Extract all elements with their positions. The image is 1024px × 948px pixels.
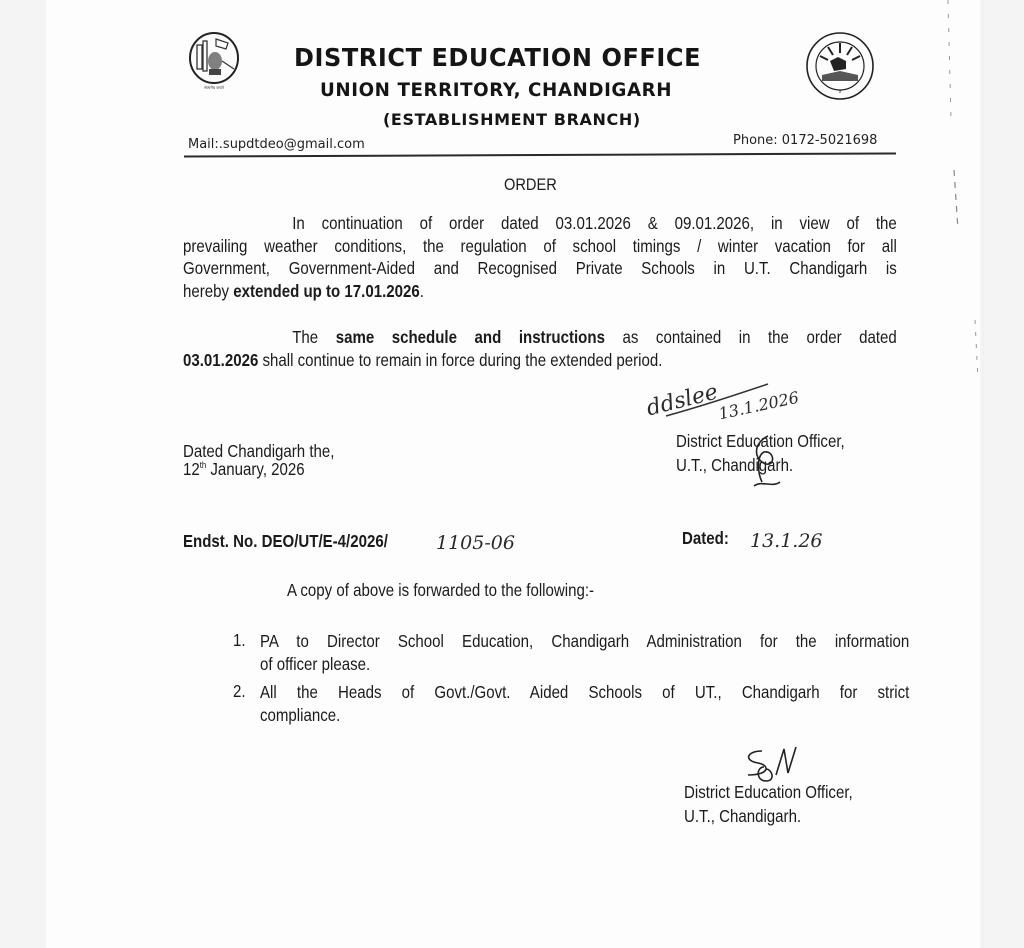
handwritten-initials-1: ddslee <box>644 379 721 422</box>
bold-phrase: same schedule and instructions <box>335 327 605 347</box>
signatory-designation-1: District Education Officer, <box>676 431 845 451</box>
order-paragraph-1 <box>183 212 897 302</box>
header-divider <box>184 152 896 157</box>
handwritten-endorsement-number: 1105-06 <box>436 532 515 554</box>
endorsement-number: Endst. No. DEO/UT/E-4/2026/ <box>183 531 388 551</box>
text-span: th <box>199 460 207 471</box>
reference-date: 03.01.2026 <box>183 349 259 370</box>
dated-date <box>183 459 305 480</box>
forwarding-intro: A copy of above is forwarded to the following:- <box>287 580 595 600</box>
list-item <box>260 681 909 726</box>
paragraph-line <box>183 280 897 303</box>
paragraph-line: In continuation of order dated 03.01.2026 & 09.01.2026, in view of the <box>292 213 897 233</box>
endorsement-dated-label: Dated: <box>682 528 729 548</box>
paragraph-line <box>183 326 897 349</box>
signatory-designation-2: District Education Officer, <box>684 782 853 802</box>
list-item-number: 2. <box>233 681 246 701</box>
order-heading: ORDER <box>504 175 557 194</box>
handwritten-date-1: 13.1.2026 <box>716 387 801 424</box>
list-item-line: compliance. <box>260 704 341 725</box>
office-branch: (ESTABLISHMENT BRANCH) <box>383 110 641 129</box>
paragraph-line: Government, Government-Aided and Recognised Private Schools in U.T. Chandigarh is <box>183 258 897 278</box>
list-item-line: All the Heads of Govt./Govt. Aided Schools of UT., Chandigarh for strict <box>260 682 910 702</box>
text-span: hereby <box>183 280 234 301</box>
text-span: as contained in the order dated <box>604 327 897 347</box>
list-item-number: 1. <box>233 630 246 650</box>
extension-date: extended up to 17.01.2026 <box>233 280 420 301</box>
paragraph-line: prevailing weather conditions, the regulation of school timings / winter vacation for all <box>183 235 897 256</box>
signatory-location-2: U.T., Chandigarh. <box>684 806 802 826</box>
svg-text:ज्ञ: ज्ञ <box>838 89 842 94</box>
svg-text:सत्यमेव जयते: सत्यमेव जयते <box>204 85 224 90</box>
text-span: shall continue to remain in force during the extended period. <box>258 349 663 370</box>
list-item-line: of officer please. <box>260 653 371 674</box>
document-page <box>46 0 980 948</box>
signatory-location-1: U.T., Chandigarh. <box>676 455 794 475</box>
contact-email: Mail:.supdtdeo@gmail.com <box>188 137 365 152</box>
scan-edge-artifact <box>918 0 978 400</box>
list-item-line: PA to Director School Education, Chandigarh Administration for the information <box>260 631 910 651</box>
dated-place: Dated Chandigarh the, <box>183 441 335 461</box>
contact-phone: Phone: 0172-5021698 <box>733 133 878 148</box>
handwritten-signature-2 <box>740 745 810 785</box>
text-span: The <box>292 327 336 347</box>
list-item <box>260 630 909 675</box>
text-span: 12 <box>183 459 200 479</box>
office-title: DISTRICT EDUCATION OFFICE <box>294 43 702 72</box>
paragraph-line <box>183 349 897 372</box>
text-span: . <box>419 280 424 301</box>
signature-scrawl-stroke <box>746 430 786 496</box>
education-department-seal-icon <box>804 31 876 101</box>
handwritten-endorsement-date: 13.1.26 <box>750 530 823 552</box>
chandigarh-emblem-icon <box>188 31 240 91</box>
office-subtitle: UNION TERRITORY, CHANDIGARH <box>320 79 673 101</box>
order-paragraph-2 <box>183 326 897 371</box>
text-span: January, 2026 <box>206 459 305 479</box>
